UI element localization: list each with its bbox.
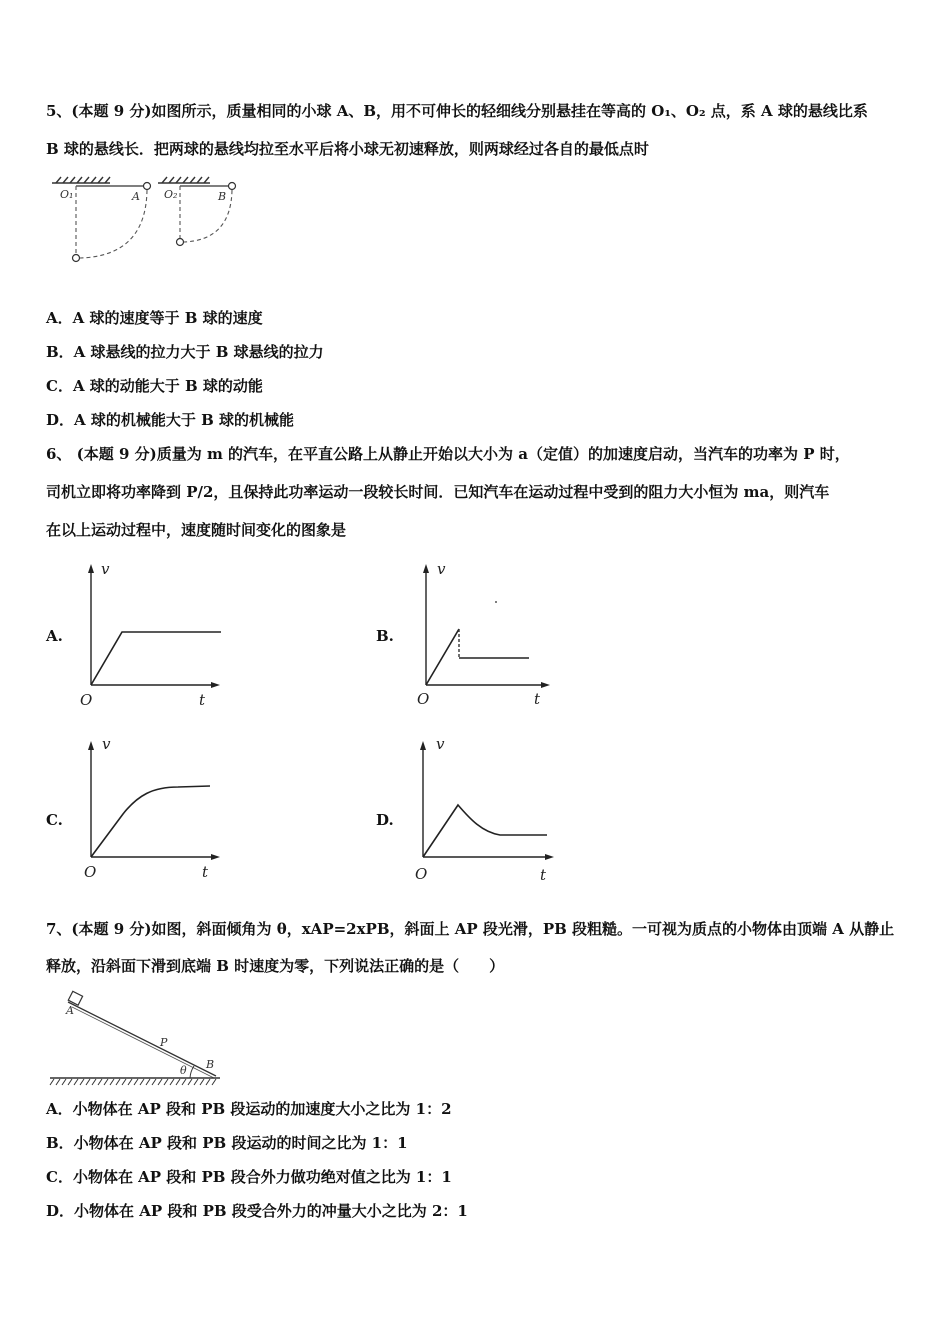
axis-t-label: t xyxy=(534,690,541,708)
label-p: P xyxy=(160,1036,168,1049)
q5-option-d[interactable]: D．A 球的机械能大于 B 球的机械能 xyxy=(46,411,294,429)
q7-stem-line1: 7、(本题 9 分)如图，斜面倾角为 θ，xAP=2xPB，斜面上 AP 段光滑，PB 段粗糙。一可视为质点的小物体由顶端 A 从静止 xyxy=(46,920,895,938)
q7-incline-figure xyxy=(46,990,226,1085)
x-arrow xyxy=(211,682,220,688)
q6-graph-b[interactable] xyxy=(413,560,563,710)
y-arrow xyxy=(88,564,94,573)
q6-graph-d[interactable] xyxy=(410,735,560,885)
q7-option-c[interactable]: C．小物体在 AP 段和 PB 段合外力做功绝对值之比为 1：1 xyxy=(46,1168,452,1186)
ball-b-start xyxy=(229,183,236,190)
q5-stem-line2: B 球的悬线长．把两球的悬线均拉至水平后将小球无初速释放，则两球经过各自的最低点时 xyxy=(46,140,649,158)
q7-option-a[interactable]: A．小物体在 AP 段和 PB 段运动的加速度大小之比为 1：2 xyxy=(46,1100,452,1118)
stray-dot xyxy=(495,601,497,603)
ceiling-1 xyxy=(52,177,110,183)
q5-stem-line1: 5、(本题 9 分)如图所示，质量相同的小球 A、B，用不可伸长的轻细线分别悬挂在等高的 O₁、O₂ 点，系 A 球的悬线比系 xyxy=(46,102,868,120)
ceiling-2 xyxy=(158,177,210,183)
q7-option-d[interactable]: D．小物体在 AP 段和 PB 段受合外力的冲量大小之比为 2：1 xyxy=(46,1202,468,1220)
axis-v-label: v xyxy=(436,735,445,753)
y-arrow xyxy=(88,741,94,750)
q6-option-c-label[interactable]: C. xyxy=(46,811,63,829)
q5-option-c[interactable]: C．A 球的动能大于 B 球的动能 xyxy=(46,377,263,395)
q7-option-b[interactable]: B．小物体在 AP 段和 PB 段运动的时间之比为 1：1 xyxy=(46,1134,408,1152)
incline xyxy=(68,1002,216,1076)
label-b: B xyxy=(206,1058,215,1071)
curve-b-rise xyxy=(426,629,459,685)
q6-graph-a[interactable] xyxy=(78,560,228,710)
q6-stem-line3: 在以上运动过程中，速度随时间变化的图象是 xyxy=(46,521,347,539)
label-o1: O₁ xyxy=(60,188,74,201)
label-a: A xyxy=(66,1004,74,1017)
axis-t-label: t xyxy=(202,863,209,881)
axis-v-label: v xyxy=(101,560,110,578)
ground-hatch xyxy=(50,1079,216,1085)
q6-option-b-label[interactable]: B. xyxy=(376,627,394,645)
origin-label: O xyxy=(417,690,430,708)
q6-option-a-label[interactable]: A. xyxy=(46,627,63,645)
origin-label: O xyxy=(84,863,97,881)
label-o2: O₂ xyxy=(164,188,178,201)
q6-graph-c[interactable] xyxy=(78,735,228,885)
curve-a xyxy=(91,632,221,685)
x-arrow xyxy=(541,682,550,688)
y-arrow xyxy=(420,741,426,750)
q5-pendulum-figure xyxy=(46,170,256,270)
axis-v-label: v xyxy=(437,560,446,578)
x-arrow xyxy=(545,854,554,860)
label-theta: θ xyxy=(180,1064,187,1077)
q7-stem-line2: 释放，沿斜面下滑到底端 B 时速度为零，下列说法正确的是（ ） xyxy=(46,957,505,975)
curve-c xyxy=(91,786,210,857)
q6-stem-line1: 6、 (本题 9 分)质量为 m 的汽车，在平直公路上从静止开始以大小为 a（定值）的加速度启动，当汽车的功率为 P 时， xyxy=(46,445,850,463)
ball-a-start xyxy=(144,183,151,190)
ball-b-low xyxy=(177,239,184,246)
q5-option-a[interactable]: A．A 球的速度等于 B 球的速度 xyxy=(46,309,263,327)
angle-arc xyxy=(190,1066,194,1078)
label-b: B xyxy=(218,190,227,203)
ball-a-low xyxy=(73,255,80,262)
axis-t-label: t xyxy=(199,691,206,709)
origin-label: O xyxy=(415,865,428,883)
axis-v-label: v xyxy=(102,735,111,753)
q6-stem-line2: 司机立即将功率降到 P/2，且保持此功率运动一段较长时间．已知汽车在运动过程中受到的阻力大小恒为 ma，则汽车 xyxy=(46,483,830,501)
label-a: A xyxy=(132,190,140,203)
q5-option-b[interactable]: B．A 球悬线的拉力大于 B 球悬线的拉力 xyxy=(46,343,324,361)
axis-t-label: t xyxy=(540,866,547,884)
x-arrow xyxy=(211,854,220,860)
q6-option-d-label[interactable]: D. xyxy=(376,811,394,829)
curve-d xyxy=(423,805,547,857)
y-arrow xyxy=(423,564,429,573)
origin-label: O xyxy=(80,691,93,709)
